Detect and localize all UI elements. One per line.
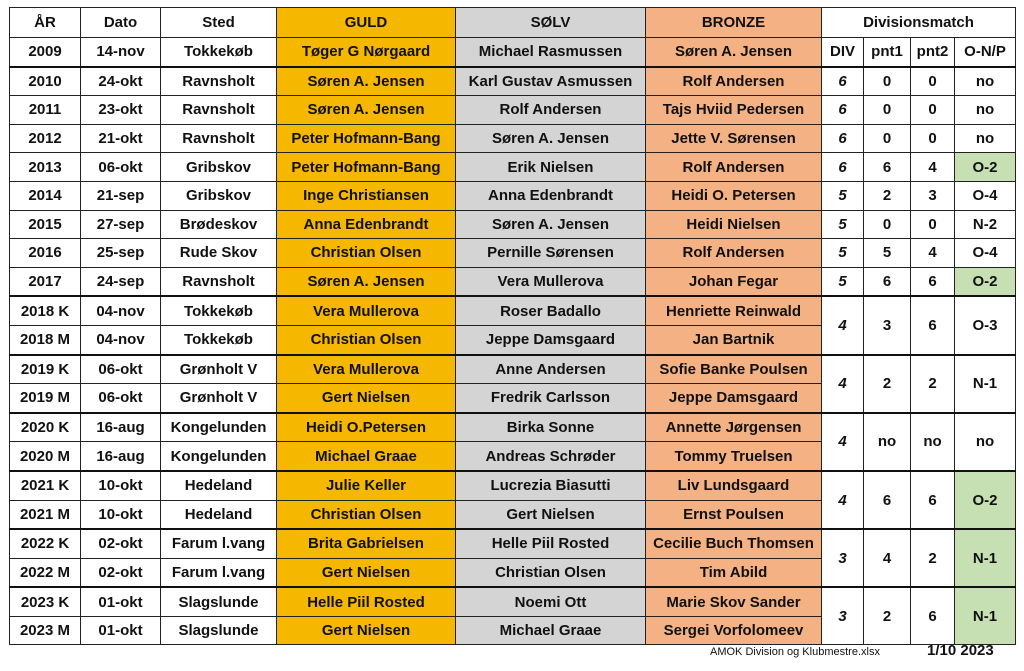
bronze-cell: Sergei Vorfolomeev bbox=[646, 616, 822, 645]
date-cell: 06-okt bbox=[81, 153, 161, 182]
silver-cell: Helle Piil Rosted bbox=[456, 529, 646, 558]
table-row bbox=[10, 413, 1016, 442]
year-cell: 2018 M bbox=[10, 325, 81, 354]
date-cell: 24-okt bbox=[81, 67, 161, 96]
pnt1-cell: 2 bbox=[864, 181, 911, 210]
table-row bbox=[10, 587, 1016, 616]
bronze-cell: Marie Skov Sander bbox=[646, 587, 822, 616]
div-cell: 6 bbox=[822, 153, 864, 182]
place-cell: Farum l.vang bbox=[161, 529, 277, 558]
pnt2-cell: 0 bbox=[911, 96, 955, 125]
silver-cell: Pernille Sørensen bbox=[456, 239, 646, 268]
year-cell: 2012 bbox=[10, 124, 81, 153]
year-cell: 2021 K bbox=[10, 471, 81, 500]
place-cell: Grønholt V bbox=[161, 355, 277, 384]
gold-cell: Heidi O.Petersen bbox=[277, 413, 456, 442]
silver-cell: Gert Nielsen bbox=[456, 500, 646, 529]
pnt2-cell: 0 bbox=[911, 67, 955, 96]
year-cell: 2023 M bbox=[10, 616, 81, 645]
bronze-cell: Rolf Andersen bbox=[646, 67, 822, 96]
onp-cell: O-4 bbox=[955, 181, 1016, 210]
gold-cell: Christian Olsen bbox=[277, 239, 456, 268]
year-cell: 2015 bbox=[10, 210, 81, 239]
table-row bbox=[10, 529, 1016, 558]
date-cell: 02-okt bbox=[81, 529, 161, 558]
div-cell: 4 bbox=[822, 296, 864, 354]
year-cell: 2016 bbox=[10, 239, 81, 268]
table-row bbox=[10, 67, 1016, 96]
bronze-cell: Tim Abild bbox=[646, 558, 822, 587]
place-cell: Ravnsholt bbox=[161, 96, 277, 125]
div-cell: 6 bbox=[822, 67, 864, 96]
header-onp: O-N/P bbox=[955, 38, 1016, 67]
pnt2-cell: 4 bbox=[911, 239, 955, 268]
pnt1-cell: 0 bbox=[864, 210, 911, 239]
pnt2-cell: 6 bbox=[911, 296, 955, 354]
date-cell: 21-okt bbox=[81, 124, 161, 153]
onp-cell: no bbox=[955, 96, 1016, 125]
place-cell: Tokkekøb bbox=[161, 325, 277, 354]
place-cell: Grønholt V bbox=[161, 384, 277, 413]
header-div: DIV bbox=[822, 38, 864, 67]
header-pnt2: pnt2 bbox=[911, 38, 955, 67]
pnt2-cell: 2 bbox=[911, 355, 955, 413]
silver-cell: Michael Graae bbox=[456, 616, 646, 645]
pnt2-cell: 2 bbox=[911, 529, 955, 587]
silver-cell: Michael Rasmussen bbox=[456, 38, 646, 67]
pnt1-cell: 6 bbox=[864, 471, 911, 529]
table-row bbox=[10, 38, 1016, 67]
pnt1-cell: 0 bbox=[864, 67, 911, 96]
bronze-cell: Henriette Reinwald bbox=[646, 296, 822, 325]
silver-cell: Karl Gustav Asmussen bbox=[456, 67, 646, 96]
silver-cell: Birka Sonne bbox=[456, 413, 646, 442]
silver-cell: Andreas Schrøder bbox=[456, 442, 646, 471]
div-cell: 4 bbox=[822, 471, 864, 529]
gold-cell: Julie Keller bbox=[277, 471, 456, 500]
table-row bbox=[10, 267, 1016, 296]
silver-cell: Jeppe Damsgaard bbox=[456, 325, 646, 354]
gold-cell: Gert Nielsen bbox=[277, 558, 456, 587]
silver-cell: Noemi Ott bbox=[456, 587, 646, 616]
header-year: ÅR bbox=[10, 8, 81, 38]
gold-cell: Gert Nielsen bbox=[277, 616, 456, 645]
pnt1-cell: no bbox=[864, 413, 911, 471]
gold-cell: Michael Graae bbox=[277, 442, 456, 471]
date-cell: 06-okt bbox=[81, 355, 161, 384]
onp-cell: O-2 bbox=[955, 267, 1016, 296]
onp-cell: O-2 bbox=[955, 471, 1016, 529]
silver-cell: Erik Nielsen bbox=[456, 153, 646, 182]
pnt1-cell: 6 bbox=[864, 267, 911, 296]
onp-cell: N-1 bbox=[955, 587, 1016, 645]
year-cell: 2020 M bbox=[10, 442, 81, 471]
bronze-cell: Tommy Truelsen bbox=[646, 442, 822, 471]
year-cell: 2018 K bbox=[10, 296, 81, 325]
onp-cell: no bbox=[955, 124, 1016, 153]
date-cell: 23-okt bbox=[81, 96, 161, 125]
table-row bbox=[10, 239, 1016, 268]
pnt2-cell: 0 bbox=[911, 210, 955, 239]
year-cell: 2011 bbox=[10, 96, 81, 125]
pnt2-cell: 6 bbox=[911, 267, 955, 296]
place-cell: Gribskov bbox=[161, 153, 277, 182]
div-cell: 6 bbox=[822, 124, 864, 153]
pnt2-cell: 3 bbox=[911, 181, 955, 210]
date-cell: 02-okt bbox=[81, 558, 161, 587]
date-cell: 01-okt bbox=[81, 587, 161, 616]
div-cell: 5 bbox=[822, 210, 864, 239]
silver-cell: Anne Andersen bbox=[456, 355, 646, 384]
place-cell: Hedeland bbox=[161, 500, 277, 529]
onp-cell: no bbox=[955, 413, 1016, 471]
place-cell: Slagslunde bbox=[161, 587, 277, 616]
date-cell: 16-aug bbox=[81, 413, 161, 442]
year-cell: 2009 bbox=[10, 38, 81, 67]
place-cell: Tokkekøb bbox=[161, 38, 277, 67]
place-cell: Brødeskov bbox=[161, 210, 277, 239]
header-date: Dato bbox=[81, 8, 161, 38]
table-row bbox=[10, 471, 1016, 500]
champions-table bbox=[9, 7, 1016, 645]
silver-cell: Anna Edenbrandt bbox=[456, 181, 646, 210]
pnt1-cell: 3 bbox=[864, 296, 911, 354]
place-cell: Kongelunden bbox=[161, 442, 277, 471]
pnt2-cell: no bbox=[911, 413, 955, 471]
bronze-cell: Rolf Andersen bbox=[646, 239, 822, 268]
place-cell: Slagslunde bbox=[161, 616, 277, 645]
pnt2-cell: 6 bbox=[911, 471, 955, 529]
pnt1-cell: 0 bbox=[864, 124, 911, 153]
pnt2-cell: 0 bbox=[911, 124, 955, 153]
div-cell: 5 bbox=[822, 181, 864, 210]
pnt1-cell: 2 bbox=[864, 587, 911, 645]
date-cell: 25-sep bbox=[81, 239, 161, 268]
year-cell: 2010 bbox=[10, 67, 81, 96]
div-cell: 5 bbox=[822, 239, 864, 268]
date-cell: 10-okt bbox=[81, 500, 161, 529]
place-cell: Ravnsholt bbox=[161, 67, 277, 96]
table-row bbox=[10, 181, 1016, 210]
footer-filename: AMOK Division og Klubmestre.xlsx bbox=[710, 646, 880, 658]
table-row bbox=[10, 153, 1016, 182]
gold-cell: Søren A. Jensen bbox=[277, 267, 456, 296]
date-cell: 04-nov bbox=[81, 296, 161, 325]
year-cell: 2019 M bbox=[10, 384, 81, 413]
bronze-cell: Søren A. Jensen bbox=[646, 38, 822, 67]
bronze-cell: Ernst Poulsen bbox=[646, 500, 822, 529]
place-cell: Ravnsholt bbox=[161, 124, 277, 153]
table-row bbox=[10, 124, 1016, 153]
div-cell: 3 bbox=[822, 587, 864, 645]
place-cell: Farum l.vang bbox=[161, 558, 277, 587]
date-cell: 27-sep bbox=[81, 210, 161, 239]
onp-cell: O-2 bbox=[955, 153, 1016, 182]
silver-cell: Lucrezia Biasutti bbox=[456, 471, 646, 500]
year-cell: 2013 bbox=[10, 153, 81, 182]
table-row bbox=[10, 210, 1016, 239]
year-cell: 2022 M bbox=[10, 558, 81, 587]
gold-cell: Vera Mullerova bbox=[277, 355, 456, 384]
place-cell: Gribskov bbox=[161, 181, 277, 210]
year-cell: 2014 bbox=[10, 181, 81, 210]
gold-cell: Søren A. Jensen bbox=[277, 67, 456, 96]
footer-date: 1/10 2023 bbox=[927, 642, 994, 659]
place-cell: Rude Skov bbox=[161, 239, 277, 268]
silver-cell: Søren A. Jensen bbox=[456, 210, 646, 239]
year-cell: 2019 K bbox=[10, 355, 81, 384]
gold-cell: Vera Mullerova bbox=[277, 296, 456, 325]
table-row bbox=[10, 296, 1016, 325]
onp-cell: O-4 bbox=[955, 239, 1016, 268]
silver-cell: Rolf Andersen bbox=[456, 96, 646, 125]
gold-cell: Tøger G Nørgaard bbox=[277, 38, 456, 67]
table-row bbox=[10, 96, 1016, 125]
date-cell: 04-nov bbox=[81, 325, 161, 354]
table-row bbox=[10, 355, 1016, 384]
div-cell: 4 bbox=[822, 413, 864, 471]
bronze-cell: Annette Jørgensen bbox=[646, 413, 822, 442]
header-place: Sted bbox=[161, 8, 277, 38]
bronze-cell: Heidi O. Petersen bbox=[646, 181, 822, 210]
place-cell: Hedeland bbox=[161, 471, 277, 500]
date-cell: 21-sep bbox=[81, 181, 161, 210]
place-cell: Ravnsholt bbox=[161, 267, 277, 296]
bronze-cell: Tajs Hviid Pedersen bbox=[646, 96, 822, 125]
silver-cell: Roser Badallo bbox=[456, 296, 646, 325]
year-cell: 2017 bbox=[10, 267, 81, 296]
pnt1-cell: 4 bbox=[864, 529, 911, 587]
gold-cell: Peter Hofmann-Bang bbox=[277, 124, 456, 153]
silver-cell: Christian Olsen bbox=[456, 558, 646, 587]
pnt2-cell: 4 bbox=[911, 153, 955, 182]
onp-cell: O-3 bbox=[955, 296, 1016, 354]
pnt1-cell: 5 bbox=[864, 239, 911, 268]
header-pnt1: pnt1 bbox=[864, 38, 911, 67]
pnt1-cell: 0 bbox=[864, 96, 911, 125]
header-gold: GULD bbox=[277, 8, 456, 38]
bronze-cell: Rolf Andersen bbox=[646, 153, 822, 182]
silver-cell: Fredrik Carlsson bbox=[456, 384, 646, 413]
bronze-cell: Sofie Banke Poulsen bbox=[646, 355, 822, 384]
gold-cell: Søren A. Jensen bbox=[277, 96, 456, 125]
place-cell: Tokkekøb bbox=[161, 296, 277, 325]
div-cell: 4 bbox=[822, 355, 864, 413]
gold-cell: Inge Christiansen bbox=[277, 181, 456, 210]
bronze-cell: Cecilie Buch Thomsen bbox=[646, 529, 822, 558]
bronze-cell: Jeppe Damsgaard bbox=[646, 384, 822, 413]
year-cell: 2022 K bbox=[10, 529, 81, 558]
div-cell: 5 bbox=[822, 267, 864, 296]
table-body bbox=[10, 38, 1016, 645]
header-bronze: BRONZE bbox=[646, 8, 822, 38]
date-cell: 10-okt bbox=[81, 471, 161, 500]
onp-cell: N-1 bbox=[955, 355, 1016, 413]
pnt1-cell: 2 bbox=[864, 355, 911, 413]
gold-cell: Christian Olsen bbox=[277, 325, 456, 354]
gold-cell: Brita Gabrielsen bbox=[277, 529, 456, 558]
onp-cell: N-1 bbox=[955, 529, 1016, 587]
bronze-cell: Johan Fegar bbox=[646, 267, 822, 296]
date-cell: 14-nov bbox=[81, 38, 161, 67]
date-cell: 01-okt bbox=[81, 616, 161, 645]
gold-cell: Gert Nielsen bbox=[277, 384, 456, 413]
div-cell: 3 bbox=[822, 529, 864, 587]
date-cell: 06-okt bbox=[81, 384, 161, 413]
header-division-match: Divisionsmatch bbox=[822, 8, 1016, 38]
bronze-cell: Heidi Nielsen bbox=[646, 210, 822, 239]
place-cell: Kongelunden bbox=[161, 413, 277, 442]
year-cell: 2020 K bbox=[10, 413, 81, 442]
div-cell: 6 bbox=[822, 96, 864, 125]
bronze-cell: Jette V. Sørensen bbox=[646, 124, 822, 153]
gold-cell: Anna Edenbrandt bbox=[277, 210, 456, 239]
date-cell: 24-sep bbox=[81, 267, 161, 296]
pnt2-cell: 6 bbox=[911, 587, 955, 645]
gold-cell: Peter Hofmann-Bang bbox=[277, 153, 456, 182]
pnt1-cell: 6 bbox=[864, 153, 911, 182]
year-cell: 2021 M bbox=[10, 500, 81, 529]
date-cell: 16-aug bbox=[81, 442, 161, 471]
gold-cell: Christian Olsen bbox=[277, 500, 456, 529]
bronze-cell: Liv Lundsgaard bbox=[646, 471, 822, 500]
gold-cell: Helle Piil Rosted bbox=[277, 587, 456, 616]
bronze-cell: Jan Bartnik bbox=[646, 325, 822, 354]
header-silver: SØLV bbox=[456, 8, 646, 38]
silver-cell: Søren A. Jensen bbox=[456, 124, 646, 153]
header-row bbox=[10, 8, 1016, 38]
onp-cell: no bbox=[955, 67, 1016, 96]
year-cell: 2023 K bbox=[10, 587, 81, 616]
onp-cell: N-2 bbox=[955, 210, 1016, 239]
silver-cell: Vera Mullerova bbox=[456, 267, 646, 296]
